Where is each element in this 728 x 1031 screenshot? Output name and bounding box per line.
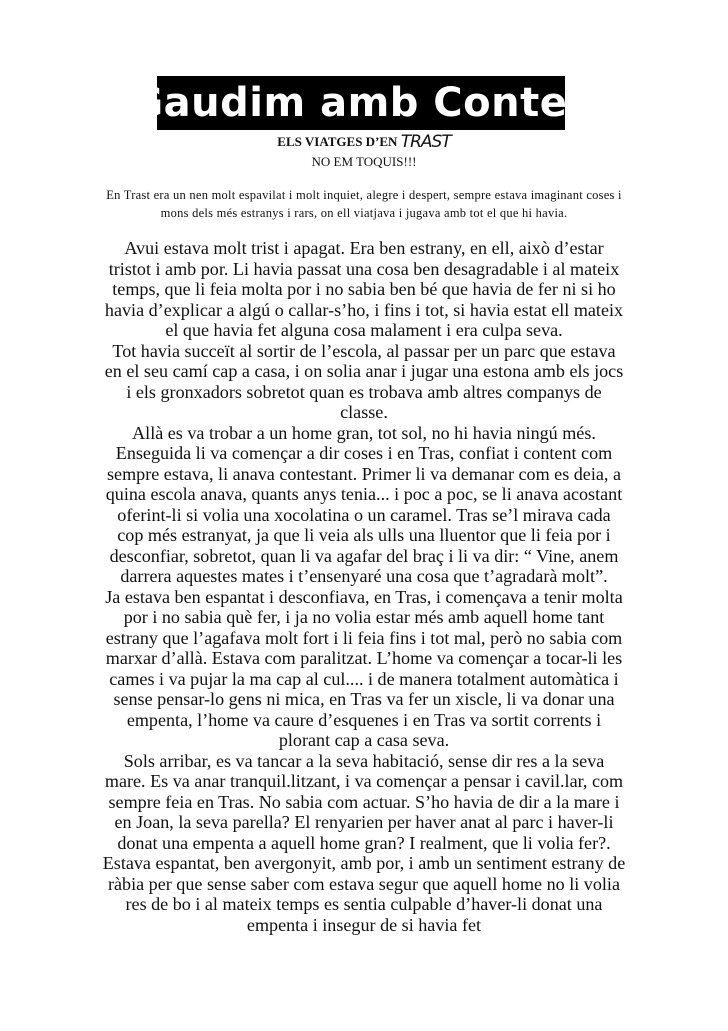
banner: [130, 76, 592, 130]
story-paragraph: Ja estava ben espantat i desconfiava, en Tras, i començava a tenir molta por i no sabia què fer, i ja no volia estar més amb aquell home tant estrany que l’agafava molt fort i li feia fins i tot mal, però no sabia com marxar d’allà. Estava com paralitzat. L’home va començar a tocar-li les cames i va pujar la ma cap al cul.... i de manera totalment automàtica i sense pensar-lo gens ni mica, en Tras va fer un xiscle, li va donar una empenta, l’home va caure d’esquenes i en Tras va sortit corrents i plorant cap a casa seva.: [105, 586, 623, 750]
story-paragraph: Allà es va trobar a un home gran, tot sol, no hi havia ningú més. Enseguida li va començar a dir coses i en Tras, confiat i content com sempre estava, li anava contestant. Primer li va demanar com es deia, a quina escola anava, quants anys tenia... i poc a poc, se li anava acostant oferint-li si volia una xocolatina o un caramel. Tras se’l mirava cada cop més estranyat, ja que li veia als ulls una lluentor que li feia por i desconfiar, sobretot, quan li va agafar del braç i li va dir: “ Vine, anem darrera aquestes mates i t’ensenyaré una cosa que t’agradarà molt”.: [105, 422, 623, 586]
story-body: [102, 238, 626, 935]
series-prefix: ELS VIATGES D’EN: [277, 134, 401, 149]
series-name: TRAST: [400, 132, 451, 152]
story-title: NO EM TOQUIS!!!: [311, 154, 417, 169]
story-paragraph: Avui estava molt trist i apagat. Era ben estrany, en ell, això d’estar tristot i amb por. Li havia passat una cosa ben desagradable i al mateix temps, que li feia molta por i no sabia ben bé que havia de fer ni si ho havia d’explicar a algú o callar-s’ho, i fins i tot, si havia estat ell mateix el que havia fet alguna cosa malament i era culpa seva.: [104, 238, 624, 340]
story-paragraph: Sols arribar, es va tancar a la seva habitació, sense dir res a la seva mare. Es va anar tranquil.litzant, i va començar a pensar i cavil.lar, com sempre feia en Tras. No sabia com actuar. S’ho havia de dir a la mare i en Joan, la seva parella? El renyarien per haver anat al parc i haver-li donat una empenta a aquell home gran? I realment, que li volia fer?. Estava espantat, ben avergonyit, amb por, i amb un sentiment estrany de ràbia per que sense saber com estava segur que aquell home no li volia res de bo i al mateix temps es sentia culpable d’haver-li donat una empenta i insegur de si havia fet: [102, 750, 626, 935]
banner-title: Gaudim amb Contes: [130, 80, 592, 126]
series-title: [0, 133, 728, 151]
story-paragraph: Tot havia succeït al sortir de l’escola, al passar per un parc que estava en el seu camí cap a casa, i on solia anar i jugar una estona amb els jocs i els gronxadors sobretot quan es trobava amb altres companys de classe.: [104, 340, 624, 422]
intro-paragraph: En Trast era un nen molt espavilat i molt inquiet, alegre i despert, sempre estava imaginant coses i mons dels més estranys i rars, on ell viatjava i jugava amb tot el que hi havia.: [106, 188, 622, 220]
